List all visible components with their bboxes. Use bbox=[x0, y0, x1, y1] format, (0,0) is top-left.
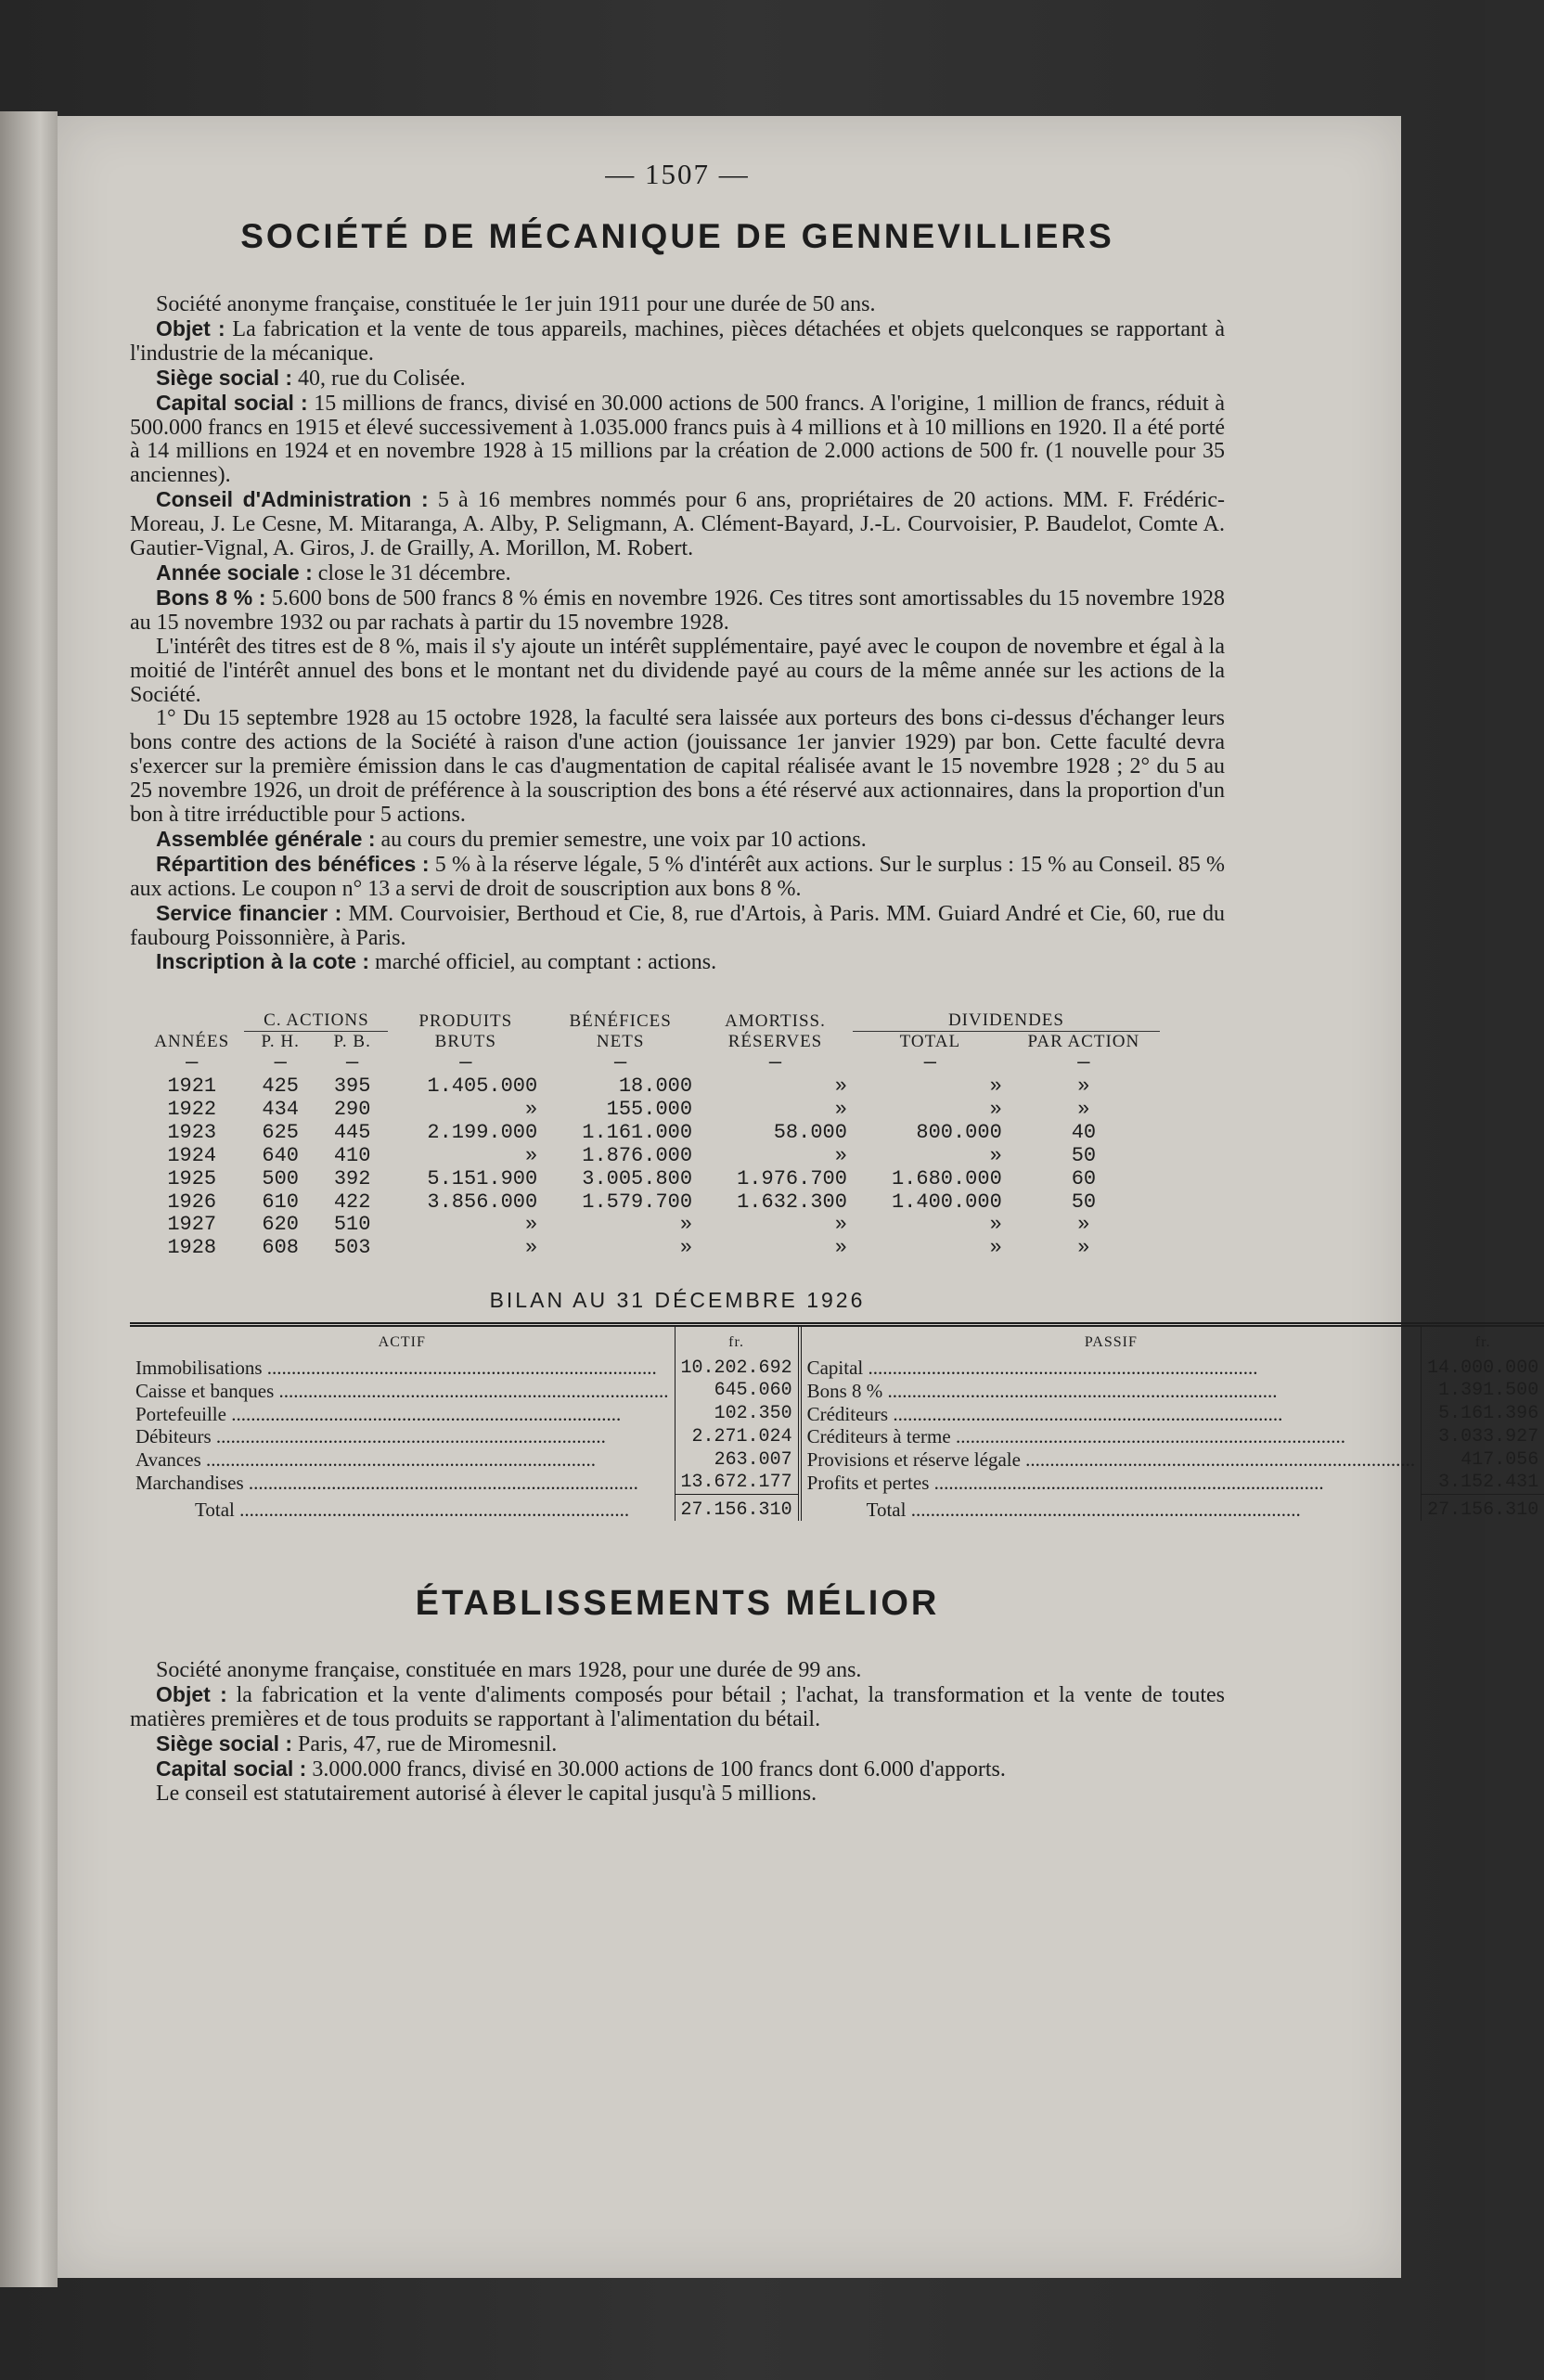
table-cell: » bbox=[1077, 1074, 1090, 1099]
capital-text: 15 millions de francs, divisé en 30.000 actions de 500 francs. A l'origine, 1 million de francs, réduit à 500.000 francs en 1915 et élevé successivement à 1.035.000 francs puis à 4 millions et à 10 millions en 1920. Il a été porté à 14 millions en 1924 et en novembre 1928 à 15 millions par la création de 2.000 actions de 500 fr. (1 nouvelle pour 35 anciennes). bbox=[130, 391, 1226, 488]
table-cell: 3.856.000 bbox=[427, 1190, 538, 1214]
col-ph: P. H. bbox=[261, 1032, 300, 1052]
balance-actif: Immobilisations ..... bbox=[130, 1357, 675, 1380]
company2-intro: Société anonyme française, constituée en mars 1928, pour une durée de 99 ans. bbox=[156, 1658, 862, 1683]
capital-text-2: 3.000.000 francs, divisé en 30.000 actions de 100 francs dont 6.000 d'apports. bbox=[312, 1757, 1006, 1782]
balance-actif-val: 263.007 bbox=[675, 1448, 800, 1472]
balance-passif: Profits et pertes ..... bbox=[800, 1472, 1422, 1495]
objet-label: Objet : bbox=[156, 315, 225, 341]
table-cell: » bbox=[834, 1074, 847, 1099]
table-cell: 1922 bbox=[167, 1098, 217, 1122]
company1-interet: L'intérêt des titres est de 8 %, mais il s'y ajoute un intérêt supplémentaire, payé avec le coupon de novembre et égal à la moitié de l'intérêt annuel des bons et le montant net du dividende payé au cours de la même année sur les actions de la Société. bbox=[130, 634, 1225, 707]
balance-actif: Débiteurs ..... bbox=[130, 1425, 675, 1448]
table-row bbox=[139, 1168, 1160, 1191]
balance-passif: Provisions et réserve légale ..... bbox=[800, 1448, 1422, 1472]
table-cell: » bbox=[1077, 1236, 1090, 1260]
results-table bbox=[139, 1010, 1160, 1260]
table-row bbox=[139, 1075, 1160, 1099]
table-cell: 1.632.300 bbox=[737, 1190, 847, 1214]
repartition-text: 5 % à la réserve légale, 5 % d'intérêt aux actions. Sur le surplus : 15 % au Conseil. 85 % aux actions. Le coupon n° 13 a servi de droit de souscription aux bons 8 %. bbox=[130, 852, 1226, 901]
col-amortiss: AMORTISS. bbox=[725, 1010, 826, 1031]
company2-capital bbox=[130, 1757, 1225, 1782]
table-cell: » bbox=[834, 1143, 847, 1167]
table-row bbox=[139, 1214, 1160, 1237]
results-header-top bbox=[139, 1010, 1160, 1032]
actif-header: ACTIF bbox=[130, 1325, 675, 1357]
table-cell: 503 bbox=[333, 1236, 371, 1260]
inscription-text: marché officiel, au comptant : actions. bbox=[375, 950, 717, 975]
capital-label: Capital social : bbox=[156, 390, 308, 415]
objet-text-2: la fabrication et la vente d'aliments composés pour bétail ; l'achat, la transformation et la vente de toutes matières premières et de tous produits se rapportant à l'alimentation du bétail. bbox=[130, 1683, 1225, 1732]
balance-total-row bbox=[130, 1495, 1544, 1522]
table-cell: 425 bbox=[262, 1074, 299, 1099]
col-produits: PRODUITS bbox=[418, 1010, 513, 1031]
balance-actif-val: 102.350 bbox=[675, 1403, 800, 1426]
siege-text: 40, rue du Colisée. bbox=[298, 366, 466, 391]
conseil-label: Conseil d'Administration : bbox=[156, 487, 429, 512]
balance-passif-val: 14.000.000 bbox=[1427, 1357, 1539, 1379]
table-cell: 1923 bbox=[167, 1120, 217, 1144]
table-cell: » bbox=[989, 1074, 1002, 1099]
table-row bbox=[139, 1145, 1160, 1168]
table-cell: 392 bbox=[333, 1166, 371, 1190]
bons-text: 5.600 bons de 500 francs 8 % émis en novembre 1926. Ces titres sont amortissables du 15 novembre 1928 au 15 novembre 1932 ou par rachats à partir du 15 novembre 1928. bbox=[130, 585, 1225, 635]
company1-annee bbox=[130, 561, 1225, 586]
table-cell: 395 bbox=[333, 1074, 371, 1099]
company1-inscription bbox=[130, 950, 1225, 975]
table-cell: » bbox=[989, 1236, 1002, 1260]
table-cell: » bbox=[989, 1098, 1002, 1122]
col-annees: ANNÉES bbox=[154, 1032, 230, 1052]
table-cell: 434 bbox=[262, 1098, 299, 1122]
header-dashes: — — — — — — — — bbox=[186, 1051, 1090, 1075]
table-cell: 1927 bbox=[167, 1213, 217, 1237]
col-benefices: BÉNÉFICES bbox=[569, 1010, 672, 1031]
table-row bbox=[139, 1191, 1160, 1215]
passif-unit: fr. bbox=[1474, 1334, 1491, 1351]
balance-sheet bbox=[130, 1322, 1544, 1521]
actif-total-value: 27.156.310 bbox=[675, 1495, 800, 1522]
repartition-label: Répartition des bénéfices : bbox=[156, 851, 430, 876]
passif-total-value: 27.156.310 bbox=[1427, 1499, 1539, 1521]
table-cell: 1925 bbox=[167, 1166, 217, 1190]
table-cell: » bbox=[834, 1236, 847, 1260]
table-cell: 1.876.000 bbox=[582, 1143, 693, 1167]
page-content bbox=[130, 158, 1539, 1807]
balance-passif: Capital ..... bbox=[800, 1357, 1422, 1380]
table-cell: » bbox=[834, 1213, 847, 1237]
balance-header bbox=[130, 1325, 1544, 1357]
table-cell: 3.005.800 bbox=[582, 1166, 693, 1190]
company1-conseil bbox=[130, 488, 1225, 561]
results-header-bottom bbox=[139, 1032, 1160, 1053]
table-cell: 60 bbox=[1071, 1166, 1097, 1190]
facing-page-edge bbox=[0, 111, 58, 2287]
table-cell: 610 bbox=[262, 1190, 299, 1214]
table-cell: 510 bbox=[333, 1213, 371, 1237]
table-cell: 50 bbox=[1071, 1143, 1097, 1167]
page-sheet bbox=[58, 116, 1539, 2278]
service-text: MM. Courvoisier, Berthoud et Cie, 8, rue d'Artois, à Paris. MM. Guiard André et Cie, 60, rue du faubourg Poissonnière, à Paris. bbox=[130, 901, 1226, 950]
company1-service bbox=[130, 902, 1225, 951]
table-cell: » bbox=[525, 1098, 538, 1122]
company1-capital bbox=[130, 392, 1225, 489]
balance-actif-val: 645.060 bbox=[675, 1380, 800, 1403]
company2-title: ÉTABLISSEMENTS MÉLIOR bbox=[415, 1584, 940, 1624]
balance-row bbox=[130, 1448, 1544, 1472]
table-row bbox=[139, 1122, 1160, 1145]
objet-text: La fabrication et la vente de tous appareils, machines, pièces détachées et objets quelconques se rapportant à l'industrie de la mécanique. bbox=[130, 316, 1225, 366]
col-reserves: RÉSERVES bbox=[727, 1032, 823, 1052]
table-cell: 1924 bbox=[167, 1143, 217, 1167]
table-cell: » bbox=[1077, 1098, 1090, 1122]
siege-text-2: Paris, 47, rue de Miromesnil. bbox=[298, 1732, 558, 1757]
balance-row bbox=[130, 1380, 1544, 1403]
page-number: — 1507 — bbox=[605, 158, 750, 190]
capital-label-2: Capital social : bbox=[156, 1756, 307, 1782]
company1-faculte: 1° Du 15 septembre 1928 au 15 octobre 1928, la faculté sera laissée aux porteurs des bons ci-dessus d'échanger leurs bons contre des actions de la Société à raison d'une action (jouissance 1er janvier 1929) par bon. Cette faculté devra s'exercer sur la première émission dans le cas d'augmentation de capital réalisée avant le 15 novembre 1928 ; 2° du 5 au 25 novembre 1926, un droit de préférence à la souscription des bons a été réservé aux actionnaires, dans la proportion d'un bon à titre irréductible pour 5 actions. bbox=[130, 706, 1225, 828]
balance-passif-val: 5.161.396 bbox=[1438, 1403, 1539, 1425]
table-cell: 58.000 bbox=[773, 1120, 847, 1144]
table-cell: 1.579.700 bbox=[582, 1190, 693, 1214]
company1-repartition bbox=[130, 853, 1225, 902]
col-bruts: BRUTS bbox=[434, 1032, 496, 1052]
col-total: TOTAL bbox=[899, 1032, 961, 1052]
company2-objet bbox=[130, 1683, 1225, 1732]
company1-siege bbox=[130, 367, 1225, 392]
table-cell: » bbox=[834, 1098, 847, 1122]
balance-row bbox=[130, 1403, 1544, 1426]
balance-actif-val: 13.672.177 bbox=[675, 1472, 800, 1495]
balance-row bbox=[130, 1472, 1544, 1495]
table-cell: 2.199.000 bbox=[427, 1120, 538, 1144]
balance-passif-val: 1.391.500 bbox=[1438, 1380, 1539, 1402]
table-cell: 608 bbox=[262, 1236, 299, 1260]
col-pb: P. B. bbox=[333, 1032, 371, 1052]
balance-actif-val: 2.271.024 bbox=[675, 1425, 800, 1448]
col-par-action: PAR ACTION bbox=[1027, 1032, 1140, 1052]
table-cell: » bbox=[525, 1236, 538, 1260]
col-dividendes: DIVIDENDES bbox=[853, 1010, 1160, 1032]
siege-label: Siège social : bbox=[156, 365, 293, 390]
conseil-text: 5 à 16 membres nommés pour 6 ans, propriétaires de 20 actions. MM. F. Frédéric-Moreau, J. Le Cesne, M. Mitaranga, A. Alby, P. Seligmann, A. Clément-Bayard, J.-L. Courvoisier, P. Baudelot, Comte A. Gautier-Vignal, A. Giros, J. de Grailly, A. Morillon, M. Robert. bbox=[130, 488, 1226, 561]
table-cell: 1928 bbox=[167, 1236, 217, 1260]
balance-rows bbox=[130, 1357, 1544, 1495]
table-cell: 1.976.700 bbox=[737, 1166, 847, 1190]
balance-actif: Marchandises ..... bbox=[130, 1472, 675, 1495]
assemblee-label: Assemblée générale : bbox=[156, 826, 376, 851]
table-cell: 1.405.000 bbox=[427, 1074, 538, 1099]
company2-conseil-note: Le conseil est statutairement autorisé à élever le capital jusqu'à 5 millions. bbox=[156, 1782, 817, 1806]
table-cell: 410 bbox=[333, 1143, 371, 1167]
annee-text: close le 31 décembre. bbox=[317, 560, 511, 585]
table-cell: » bbox=[1077, 1213, 1090, 1237]
col-nets: NETS bbox=[596, 1032, 645, 1052]
table-cell: » bbox=[989, 1213, 1002, 1237]
balance-passif-val: 3.033.927 bbox=[1438, 1425, 1539, 1447]
service-label: Service financier : bbox=[156, 900, 342, 925]
table-cell: » bbox=[525, 1213, 538, 1237]
actif-total-label: Total ..... bbox=[130, 1495, 675, 1522]
inscription-label: Inscription à la cote : bbox=[156, 949, 370, 974]
table-cell: 290 bbox=[333, 1098, 371, 1122]
balance-passif: Créditeurs à terme ..... bbox=[800, 1425, 1422, 1448]
balance-actif-val: 10.202.692 bbox=[675, 1357, 800, 1380]
balance-actif: Caisse et banques ..... bbox=[130, 1380, 675, 1403]
company1-intro: Société anonyme française, constituée le 1er juin 1911 pour une durée de 50 ans. bbox=[156, 292, 876, 316]
actif-unit: fr. bbox=[675, 1325, 800, 1357]
table-cell: 445 bbox=[333, 1120, 371, 1144]
table-cell: 620 bbox=[262, 1213, 299, 1237]
balance-actif: Portefeuille ..... bbox=[130, 1403, 675, 1426]
table-cell: 1.161.000 bbox=[582, 1120, 693, 1144]
table-cell: » bbox=[679, 1213, 693, 1237]
table-cell: 800.000 bbox=[916, 1120, 1002, 1144]
siege-label-2: Siège social : bbox=[156, 1731, 293, 1756]
passif-total-label: Total ..... bbox=[800, 1495, 1422, 1522]
balance-row bbox=[130, 1425, 1544, 1448]
company1-title: SOCIÉTÉ DE MÉCANIQUE DE GENNEVILLIERS bbox=[240, 217, 1114, 255]
table-cell: 18.000 bbox=[618, 1074, 693, 1099]
table-cell: 1.400.000 bbox=[891, 1190, 1002, 1214]
table-cell: » bbox=[679, 1236, 693, 1260]
table-row bbox=[139, 1237, 1160, 1260]
annee-label: Année sociale : bbox=[156, 560, 313, 585]
balance-passif-val: 3.152.431 bbox=[1422, 1472, 1544, 1495]
results-rows bbox=[139, 1075, 1160, 1260]
table-cell: 1.680.000 bbox=[891, 1166, 1002, 1190]
table-cell: 155.000 bbox=[606, 1098, 693, 1122]
table-cell: 5.151.900 bbox=[427, 1166, 538, 1190]
col-c-actions: C. ACTIONS bbox=[244, 1010, 388, 1032]
company1-assemblee bbox=[130, 828, 1225, 853]
table-cell: » bbox=[525, 1143, 538, 1167]
table-cell: 625 bbox=[262, 1120, 299, 1144]
bilan-title: BILAN AU 31 DÉCEMBRE 1926 bbox=[489, 1288, 866, 1313]
company1-objet bbox=[130, 317, 1225, 367]
balance-passif: Bons 8 % ..... bbox=[800, 1380, 1422, 1403]
company1-bons bbox=[130, 586, 1225, 636]
assemblee-text: au cours du premier semestre, une voix par 10 actions. bbox=[380, 827, 867, 852]
balance-passif-val: 417.056 bbox=[1460, 1448, 1539, 1471]
objet-label-2: Objet : bbox=[156, 1682, 227, 1707]
balance-actif: Avances ..... bbox=[130, 1448, 675, 1472]
bons-label: Bons 8 % : bbox=[156, 585, 266, 610]
table-cell: 1926 bbox=[167, 1190, 217, 1214]
balance-row bbox=[130, 1357, 1544, 1380]
table-cell: 1921 bbox=[167, 1074, 217, 1099]
table-cell: 640 bbox=[262, 1143, 299, 1167]
balance-passif: Créditeurs ..... bbox=[800, 1403, 1422, 1426]
table-cell: 500 bbox=[262, 1166, 299, 1190]
company2-siege bbox=[130, 1732, 1225, 1757]
table-cell: 40 bbox=[1071, 1120, 1097, 1144]
table-row bbox=[139, 1099, 1160, 1122]
table-cell: 50 bbox=[1071, 1190, 1097, 1214]
passif-header: PASSIF bbox=[800, 1325, 1422, 1357]
table-cell: 422 bbox=[333, 1190, 371, 1214]
table-cell: » bbox=[989, 1143, 1002, 1167]
